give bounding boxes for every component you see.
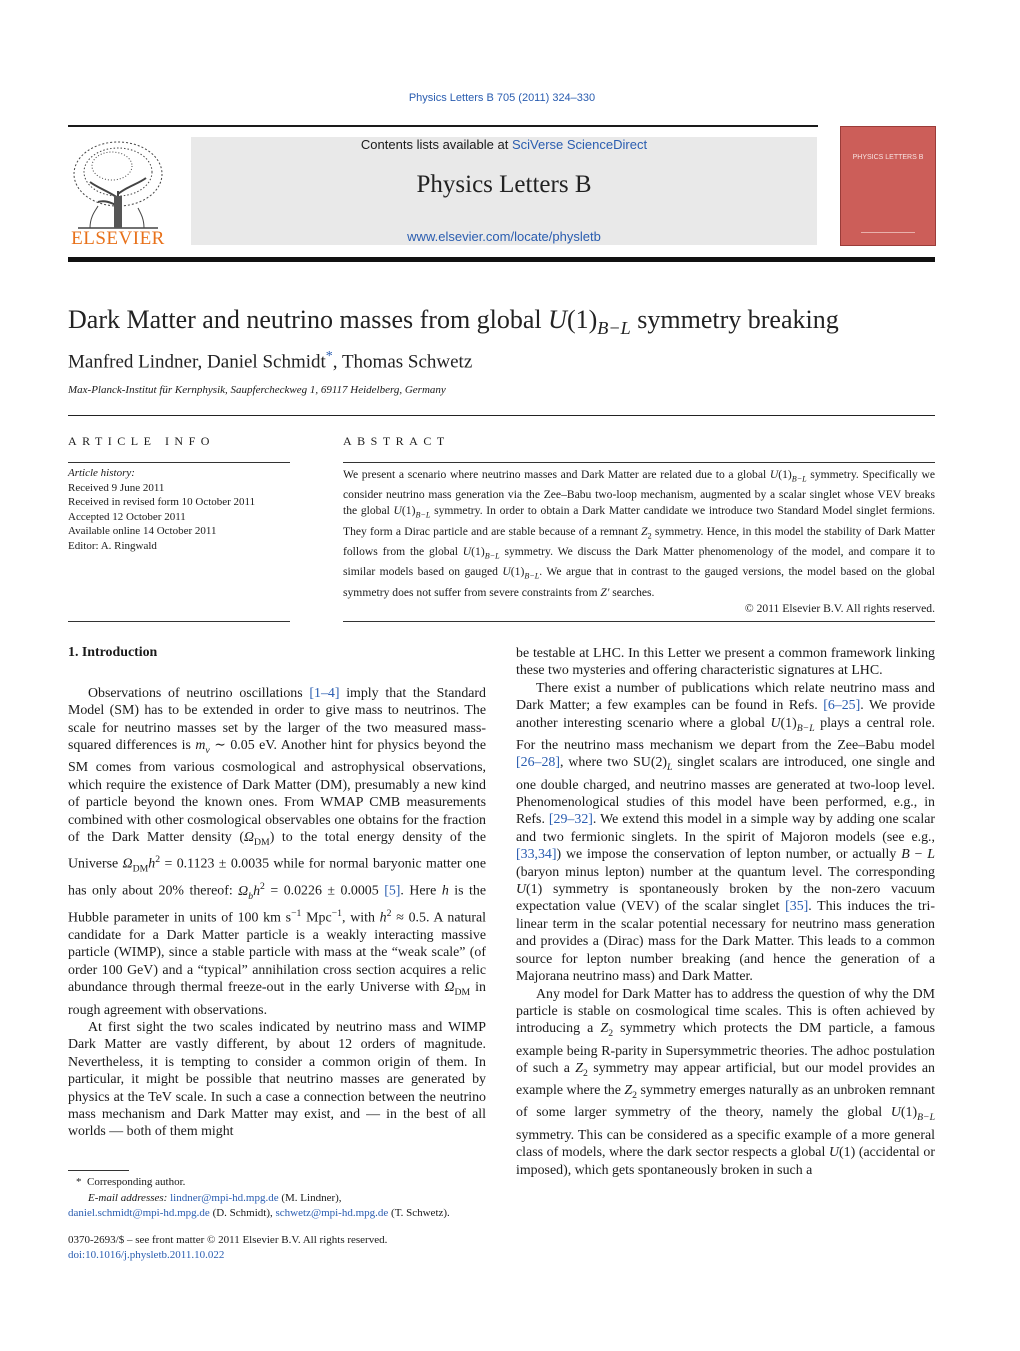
journal-cover-image (840, 126, 936, 246)
cover-title: PHYSICS LETTERS B (852, 154, 924, 161)
title-prefix: Dark Matter and neutrino masses from global (68, 305, 549, 334)
article-history (68, 466, 290, 553)
abstract-text: We present a scenario where neutrino masses and Dark Matter are related due to a global $U(1)_{B-L}$ symmetry. Specifically we consider neutrino mass generation via the Zee–Babu two-loop mechanism, augmented by a scalar singlet whose VEV breaks the global $U(1)_{B-L}$ symmetry. In order to obtain a Dark Matter candidate we introduce two Standard Model singlet fermions. They form a Dirac particle and are stable because of a remnant $Z_2$ symmetry. Hence, in this model the stability of Dark Matter follows from the global $U(1)_{B-L}$ symmetry. We discuss the Dark Matter phenomenology of the model, and compare it to similar models based on gauged $U(1)_{B-L}$. We argue that in contrast to the gauged versions, the model based on the global symmetry does not suffer from severe constraints from Z′ searches. © 2011 Elsevier B.V. All rights reserved. (343, 468, 936, 615)
footnotes (68, 1175, 486, 1222)
abstract-heading: ABSTRACT (343, 434, 450, 448)
journal-url-link[interactable]: www.elsevier.com/locate/physletb (407, 229, 601, 244)
journal-name: Physics Letters B (416, 171, 592, 198)
divider (343, 462, 935, 463)
section-heading-introduction: 1. Introduction (68, 645, 158, 660)
footnote-emails-cont (68, 1206, 486, 1222)
author-list (68, 349, 472, 373)
paragraph: Any model for Dark Matter has to address the question of why the DM particle is stable on cosmological time scales. This is often achieved by introducing a $Z_2$ symmetry which protects the DM particle, a famous example being R-parity in Supersymmetric theories. The adhoc postulation of such a $Z_2$ symmetry may appear artificial, but our model provides an example where the $Z_2$ symmetry emerges naturally as an unbroken remnant of some larger symmetry of the theory, namely the global $U(1)_{B-L}$ symmetry. This can be considered as a specific example of a more general class of models, where the dark sector respects a global U(1) (accidental or imposed), which gets spontaneously broken in such a (516, 986, 935, 1178)
authors-part-1: Manfred Lindner, Daniel Schmidt (68, 351, 326, 373)
corresponding-label: Corresponding author. (87, 1176, 186, 1188)
title-suffix: symmetry breaking (630, 305, 839, 334)
contents-line (191, 137, 817, 152)
article-info-heading: ARTICLE INFO (68, 434, 215, 448)
history-editor: Editor: A. Ringwald (68, 539, 157, 552)
email-name-lindner: (M. Lindner), (278, 1191, 342, 1204)
footnote-corresponding: * Corresponding author. (76, 1176, 186, 1188)
divider (68, 621, 290, 622)
history-revised: Received in revised form 10 October 2011 (68, 496, 256, 508)
issn-line: 0370-2693/$ – see front matter © 2011 Elsevier B.V. All rights reserved. (68, 1234, 388, 1246)
email-link-schwetz[interactable]: schwetz@mpi-hd.mpg.de (275, 1207, 389, 1219)
history-received: Received 9 June 2011 (68, 481, 165, 494)
paragraph: Observations of neutrino oscillations [1–4] imply that the Standard Model (SM) has to be extended in order to give mass to neutrinos. The scale for neutrino masses set by the larger of the two measured mass-squared differences is $m_\nu$ ∼ 0.05 eV. Another hint for physics beyond the SM comes from various cosmological and astrophysical observations, which require the existence of Dark Matter (DM), presumably a new kind of particle beyond the known ones. From WMAP CMB measurements combined with other cosmological observables one obtains for the fraction of the Dark Matter density $(\Omega_{DM})$ to the total energy density of the Universe $\Omega_{DM}h^2 = 0.1123 \pm 0.0035$ while for normal baryonic matter one has only about 20% thereof: $\Omega_bh^2 = 0.0226 \pm 0.0005$ [5]. Here h is the Hubble parameter in units of 100 km $s^{-1}$ Mpc$^{-1}$, with $h^2 \approx 0.5$. A natural candidate for a Dark Matter particle is a weakly interacting massive particle (WIMP), since a stable particle with mass at the “weak scale” (of order 100 GeV) and a “typical” annihilation cross section acquires a relic abundance through thermal freeze-out in the early Universe with $\Omega_{DM}$ in rough agreement with observations. (68, 686, 487, 1018)
sciencedirect-link[interactable]: SciVerse ScienceDirect (511, 137, 648, 152)
paragraph: There exist a number of publications which relate neutrino mass and Dark Matter; a few examples can be found in Refs. [6–25]. We provide another interesting scenario where a global $U(1)_{B-L}$ plays a central role. For the neutrino mass mechanism we depart from the Zee–Babu model [26–28], where two $SU(2)_L$ singlet scalars are introduced, one single and one double charged, and neutrino masses are generated at two-loop level. Phenomenological studies of this model have been performed, e.g., in Refs. [29–32]. We extend this model in a simple way by adding one scalar and two fermionic singlets. In the spirit of Majoron models (see e.g., [33,34]) we impose the conservation of lepton number, or actually B − L (baryon minus lepton) number at the quantum level. The corresponding U(1) symmetry is spontaneously broken by the non-zero vacuum expectation value (VEV) of the scalar singlet [35]. This induces the tri-linear term in the scalar potential necessary for neutrino mass generation and provides a (Dirac) mass for the Dark Matter. This leads to a common source for lepton number breaking (and hence the generation of a Majorana neutrino mass) and Dark Matter. (516, 680, 935, 985)
journal-header-panel (191, 137, 817, 245)
abstract-copyright: © 2011 Elsevier B.V. All rights reserved. (744, 601, 935, 615)
page-footer (68, 1233, 387, 1263)
email-link-lindner[interactable]: lindner@mpi-hd.mpg.de (170, 1191, 279, 1204)
paragraph: be testable at LHC. In this Letter we present a common framework linking these two mysteries and offering characteristic signatures at LHC. (516, 646, 935, 679)
history-label: Article history: (68, 467, 135, 479)
footnote-emails (68, 1191, 486, 1207)
top-rule (68, 125, 818, 127)
affiliation: Max-Planck-Institut für Kernphysik, Saupfercheckweg 1, 69117 Heidelberg, Germany (68, 384, 446, 396)
article-title: Dark Matter and neutrino masses from global $U(1)_{B-L}$ symmetry breaking (68, 305, 839, 339)
email-label: E-mail addresses: (88, 1191, 168, 1204)
footnote-rule (68, 1170, 129, 1171)
email-name-schwetz: (T. Schwetz). (388, 1207, 450, 1219)
journal-citation[interactable]: Physics Letters B 705 (2011) 324–330 (408, 92, 596, 104)
header-heavy-rule (68, 257, 935, 262)
email-link-schmidt[interactable]: daniel.schmidt@mpi-hd.mpg.de (68, 1207, 210, 1219)
history-online: Available online 14 October 2011 (68, 525, 217, 537)
email-name-schmidt: (D. Schmidt), (209, 1207, 276, 1219)
doi-link[interactable]: doi:10.1016/j.physletb.2011.10.022 (68, 1249, 225, 1261)
paragraph: At first sight the two scales indicated by neutrino mass and WIMP Dark Matter are vastly different, by about 12 orders of magnitude. Nevertheless, it is tempting to consider a common origin of them. In particular, it might be possible that neutrino masses are generated by physics at the TeV scale. In such a case a connection between the neutrino mass mechanism and Dark Matter may exist, and — in the best of all worlds — both of them might (68, 1019, 486, 1140)
elsevier-wordmark: ELSEVIER (71, 228, 165, 249)
body-column-left (68, 685, 486, 1141)
body-column-right (516, 645, 935, 1179)
contents-prefix: Contents lists available at (360, 137, 512, 152)
cover-rule (861, 232, 915, 233)
corresponding-author-mark[interactable]: * (325, 349, 333, 364)
divider (343, 621, 935, 622)
history-accepted: Accepted 12 October 2011 (68, 510, 186, 523)
divider (68, 462, 290, 463)
authors-part-2: , Thomas Schwetz (332, 351, 473, 373)
divider (68, 415, 935, 416)
